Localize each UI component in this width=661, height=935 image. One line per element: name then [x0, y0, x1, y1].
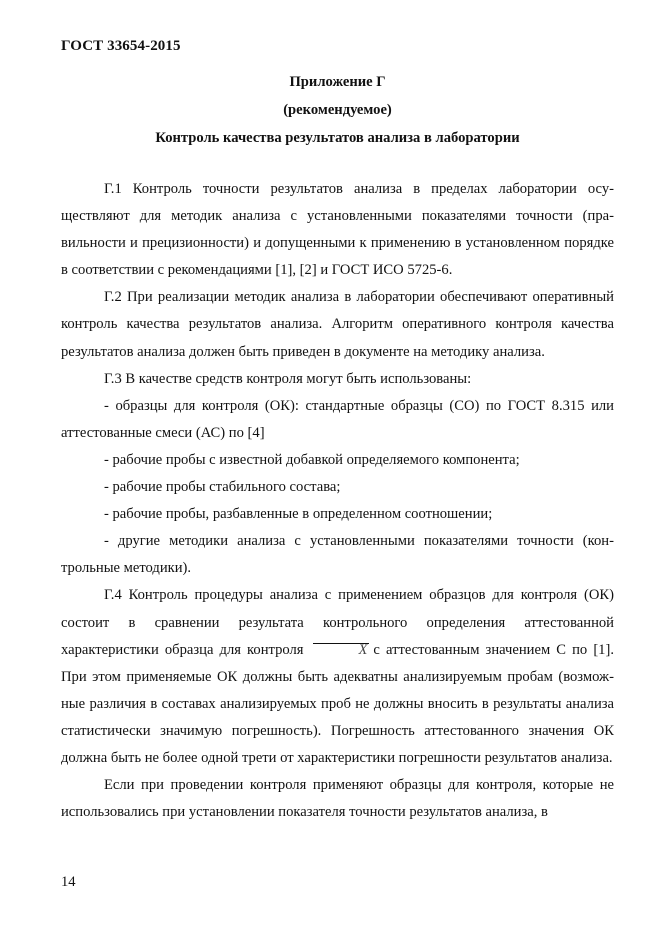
appendix-title: Приложение Г — [289, 74, 386, 90]
appendix-heading: Контроль качества результатов анализа в лаборатории — [155, 130, 520, 146]
list-item-diluted-samples: - рабочие пробы, разбавленные в определенном соотношении; — [104, 506, 493, 523]
paragraph-g2: Г.2 При реализации методик анализа в лаборатории обеспечивают оперативный контроль качества результатов анализа. Алгоритм оперативного контроля качества результатов анализа должен быть приведен в документе на методику анализа. — [61, 289, 614, 360]
paragraph-g4 — [61, 582, 614, 772]
list-item-spiked-samples: - рабочие пробы с известной добавкой определяемого компонента; — [104, 451, 520, 468]
page-number: 14 — [61, 874, 76, 890]
list-item-reference-samples: - образцы для контроля (ОК): стандартные образцы (СО) по ГОСТ 8.315 или аттестованные смеси (АС) по [4] — [61, 397, 614, 441]
paragraph-control-samples: Если при проведении контроля применяют образцы для контроля, которые не использовались при установлении показателя точности результатов анализа, в — [61, 777, 614, 821]
paragraph-g1: Г.1 Контроль точности результатов анализа в пределах лаборатории осуществляют для методик анализа с установленными показателями точности (правильности и прецизионности) и допущенными к применению в установленном порядке в соответствии с рекомендациями [1], [2] и ГОСТ ИСО 5725-6. — [61, 181, 614, 279]
paragraph-g3: Г.3 В качестве средств контроля могут быть использованы: — [104, 370, 472, 387]
appendix-subtitle: (рекомендуемое) — [283, 102, 392, 118]
list-item-stable-samples: - рабочие пробы стабильного состава; — [104, 479, 341, 496]
x-bar-symbol: X — [313, 643, 369, 656]
paragraph-g4-part1: Г.4 Контроль процедуры анализа с применением образцов для контроля (ОК) состоит в сравнении результата контрольного определения аттестованной характеристики образца для контроля — [61, 587, 614, 658]
body-text — [61, 176, 614, 826]
paragraph-g4-part2: с аттестованным значением С по [1]. При этом применяемые ОК должны быть адекватны анализируемым пробам (возможные различия в составах анализируемых проб не должны вносить в результаты анализа статистически значимую погрешность). Погрешность аттестованного значения ОК должна быть не более одной трети от характеристики погрешности результатов анализа. — [61, 641, 614, 766]
list-item-other-methods: - другие методики анализа с установленными показателями точности (контрольные методики). — [61, 533, 614, 577]
document-code: ГОСТ 33654-2015 — [61, 38, 181, 54]
